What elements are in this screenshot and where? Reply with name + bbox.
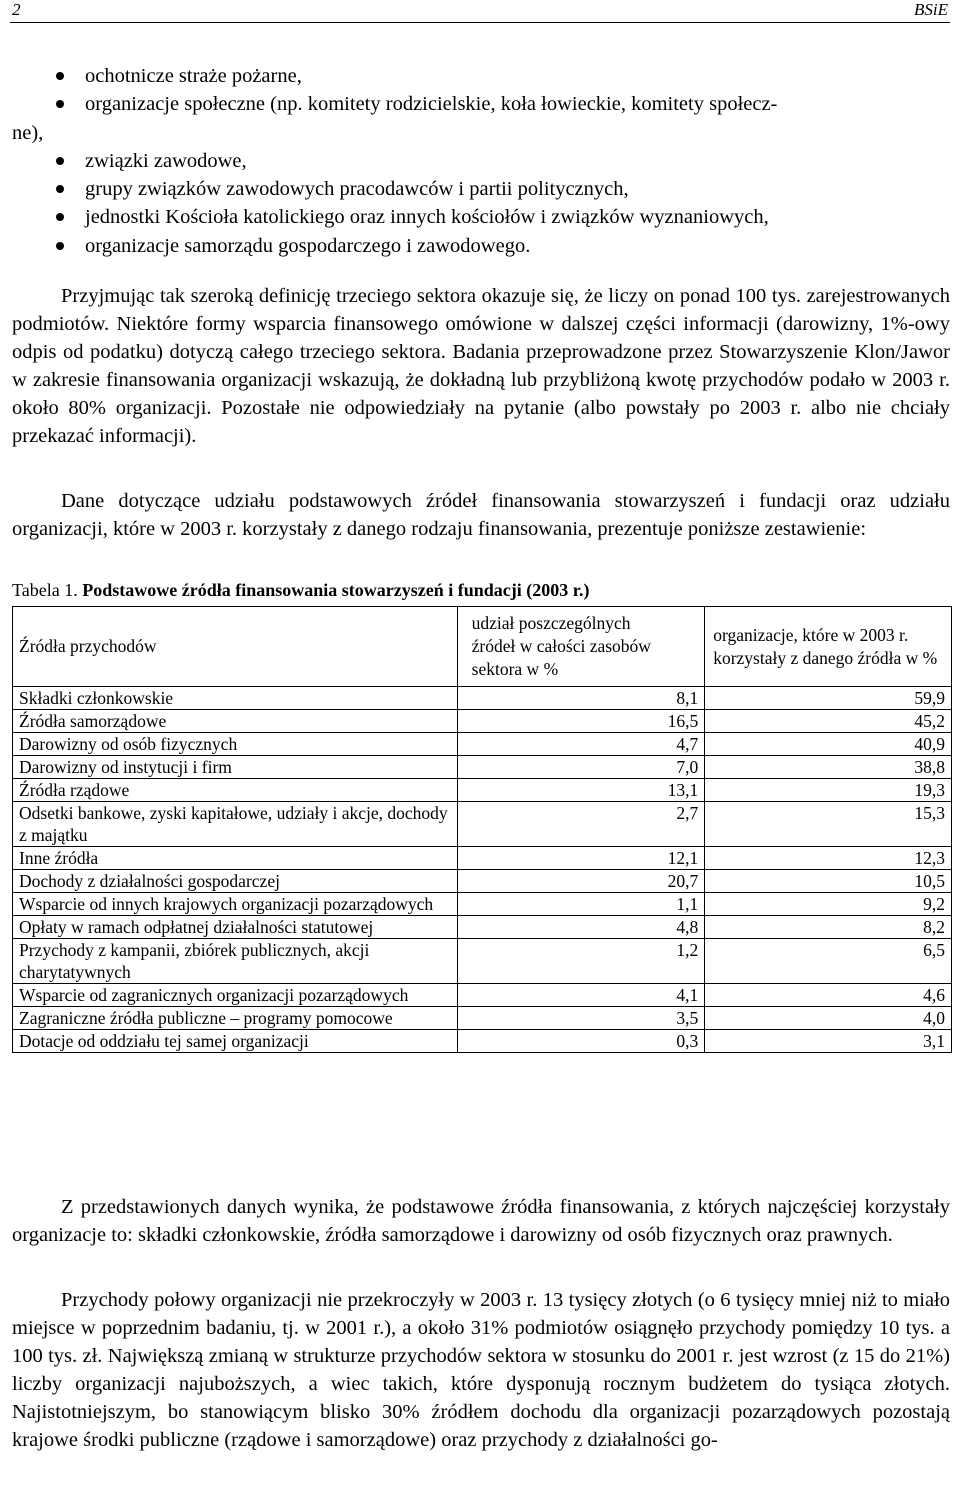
cell-source: Wsparcie od zagranicznych organizacji pozarządowych — [13, 984, 458, 1007]
bullet-list-bottom — [12, 147, 950, 260]
table-row — [13, 984, 952, 1007]
paragraph: Dane dotyczące udziału podstawowych źródeł finansowania stowarzyszeń i fundacji oraz udziału organizacji, które w 2003 r. korzystały z danego rodzaju finansowania, prezentuje poniższe zestawienie: — [12, 490, 950, 540]
cell-organizations: 6,5 — [705, 939, 952, 984]
cell-organizations: 8,2 — [705, 916, 952, 939]
table-row — [13, 916, 952, 939]
table-row — [13, 779, 952, 802]
list-item-continuation: ne), — [12, 121, 44, 144]
cell-source: Źródła rządowe — [13, 779, 458, 802]
list-item: jednostki Kościoła katolickiego oraz innych kościołów i związków wyznaniowych, — [12, 203, 950, 231]
cell-organizations: 4,6 — [705, 984, 952, 1007]
table-row — [13, 733, 952, 756]
cell-share: 4,1 — [457, 984, 705, 1007]
table-row — [13, 1007, 952, 1030]
cell-source: Wsparcie od innych krajowych organizacji pozarządowych — [13, 893, 458, 916]
table-row — [13, 870, 952, 893]
cell-share: 4,7 — [457, 733, 705, 756]
cell-source: Inne źródła — [13, 847, 458, 870]
table-row — [13, 687, 952, 710]
table-row — [13, 756, 952, 779]
table-header-row — [13, 607, 952, 687]
column-header-share: udział poszczególnych źródeł w całości zasobów sektora w % — [457, 607, 705, 687]
cell-organizations: 45,2 — [705, 710, 952, 733]
journal-abbreviation: BSiE — [914, 0, 948, 19]
cell-source: Zagraniczne źródła publiczne – programy pomocowe — [13, 1007, 458, 1030]
table-row — [13, 1030, 952, 1053]
funding-sources-table — [12, 606, 952, 1053]
paragraph: Przyjmując tak szeroką definicję trzeciego sektora okazuje się, że liczy on ponad 100 tys. zarejestrowanych podmiotów. Niektóre formy wsparcia finansowego omówione w dalszej części informacji (darowizny, 1%-owy odpis od podatku) dotyczą całego trzeciego sektora. Badania przeprowadzone przez Stowarzyszenie Klon/Jawor w zakresie finansowania organizacji wskazują, że dokładną lub przybliżoną kwotę przychodów podało w 2003 r. około 80% organizacji. Pozostałe nie odpowiedziały na pytanie (albo powstały po 2003 r. albo nie chciały przekazać informacji). — [12, 285, 950, 447]
cell-source: Opłaty w ramach odpłatnej działalności statutowej — [13, 916, 458, 939]
bullet-list-top — [12, 62, 950, 119]
cell-share: 3,5 — [457, 1007, 705, 1030]
table-row — [13, 847, 952, 870]
cell-share: 0,3 — [457, 1030, 705, 1053]
cell-source: Przychody z kampanii, zbiórek publicznych, akcji charytatywnych — [13, 939, 458, 984]
cell-organizations: 9,2 — [705, 893, 952, 916]
table-caption — [12, 576, 590, 604]
list-item: związki zawodowe, — [12, 147, 950, 175]
list-item: ochotnicze straże pożarne, — [12, 62, 950, 90]
cell-share: 7,0 — [457, 756, 705, 779]
table-caption-prefix: Tabela 1. — [12, 580, 83, 600]
cell-share: 20,7 — [457, 870, 705, 893]
cell-share: 8,1 — [457, 687, 705, 710]
table-caption-title: Podstawowe źródła finansowania stowarzyszeń i fundacji (2003 r.) — [82, 580, 590, 600]
page-number: 2 — [12, 0, 21, 19]
cell-share: 2,7 — [457, 802, 705, 847]
cell-organizations: 12,3 — [705, 847, 952, 870]
table-row — [13, 710, 952, 733]
cell-share: 13,1 — [457, 779, 705, 802]
table-row — [13, 893, 952, 916]
cell-source: Źródła samorządowe — [13, 710, 458, 733]
column-header-organizations: organizacje, które w 2003 r. korzystały z danego źródła w % — [705, 607, 952, 687]
cell-source: Odsetki bankowe, zyski kapitałowe, udziały i akcje, dochody z majątku — [13, 802, 458, 847]
cell-source: Darowizny od instytucji i firm — [13, 756, 458, 779]
list-item: grupy związków zawodowych pracodawców i partii politycznych, — [12, 175, 950, 203]
column-header-source: Źródła przychodów — [13, 607, 458, 687]
cell-share: 4,8 — [457, 916, 705, 939]
cell-source: Dotacje od oddziału tej samej organizacji — [13, 1030, 458, 1053]
table-row — [13, 939, 952, 984]
cell-organizations: 15,3 — [705, 802, 952, 847]
cell-organizations: 59,9 — [705, 687, 952, 710]
table-row — [13, 802, 952, 847]
paragraph: Przychody połowy organizacji nie przekroczyły w 2003 r. 13 tysięcy złotych (o 6 tysięcy mniej niż to miało miejsce w poprzednim badaniu, tj. w 2001 r.), a około 31% podmiotów osiągnęło przychody pomiędzy 10 tys. a 100 tys. zł. Największą zmianą w strukturze przychodów sektora w stosunku do 2001 r. jest wzrost (z 15 do 21%) liczby organizacji najuboższych, a wiec takich, które dysponują rocznym budżetem do tysiąca złotych. Najistotniejszym, bo stanowiącym blisko 30% źródłem dochodu dla organizacji pozarządowych pozostają krajowe środki publiczne (rządowe i samorządowe) oraz przychody z działalności go- — [12, 1289, 950, 1451]
cell-organizations: 38,8 — [705, 756, 952, 779]
cell-share: 1,2 — [457, 939, 705, 984]
cell-source: Darowizny od osób fizycznych — [13, 733, 458, 756]
paragraph: Z przedstawionych danych wynika, że podstawowe źródła finansowania, z których najczęściej korzystały organizacje to: składki członkowskie, źródła samorządowe i darowizny od osób fizycznych oraz prawnych. — [12, 1196, 950, 1246]
cell-organizations: 19,3 — [705, 779, 952, 802]
page-header — [10, 0, 950, 23]
list-item: organizacje samorządu gospodarczego i zawodowego. — [12, 232, 950, 260]
cell-organizations: 40,9 — [705, 733, 952, 756]
cell-source: Składki członkowskie — [13, 687, 458, 710]
table-body — [13, 687, 952, 1053]
cell-source: Dochody z działalności gospodarczej — [13, 870, 458, 893]
list-item: organizacje społeczne (np. komitety rodzicielskie, koła łowieckie, komitety społecz- — [12, 90, 950, 118]
cell-share: 12,1 — [457, 847, 705, 870]
cell-organizations: 10,5 — [705, 870, 952, 893]
cell-organizations: 3,1 — [705, 1030, 952, 1053]
cell-share: 16,5 — [457, 710, 705, 733]
cell-organizations: 4,0 — [705, 1007, 952, 1030]
cell-share: 1,1 — [457, 893, 705, 916]
bullet-list-section — [12, 62, 950, 260]
